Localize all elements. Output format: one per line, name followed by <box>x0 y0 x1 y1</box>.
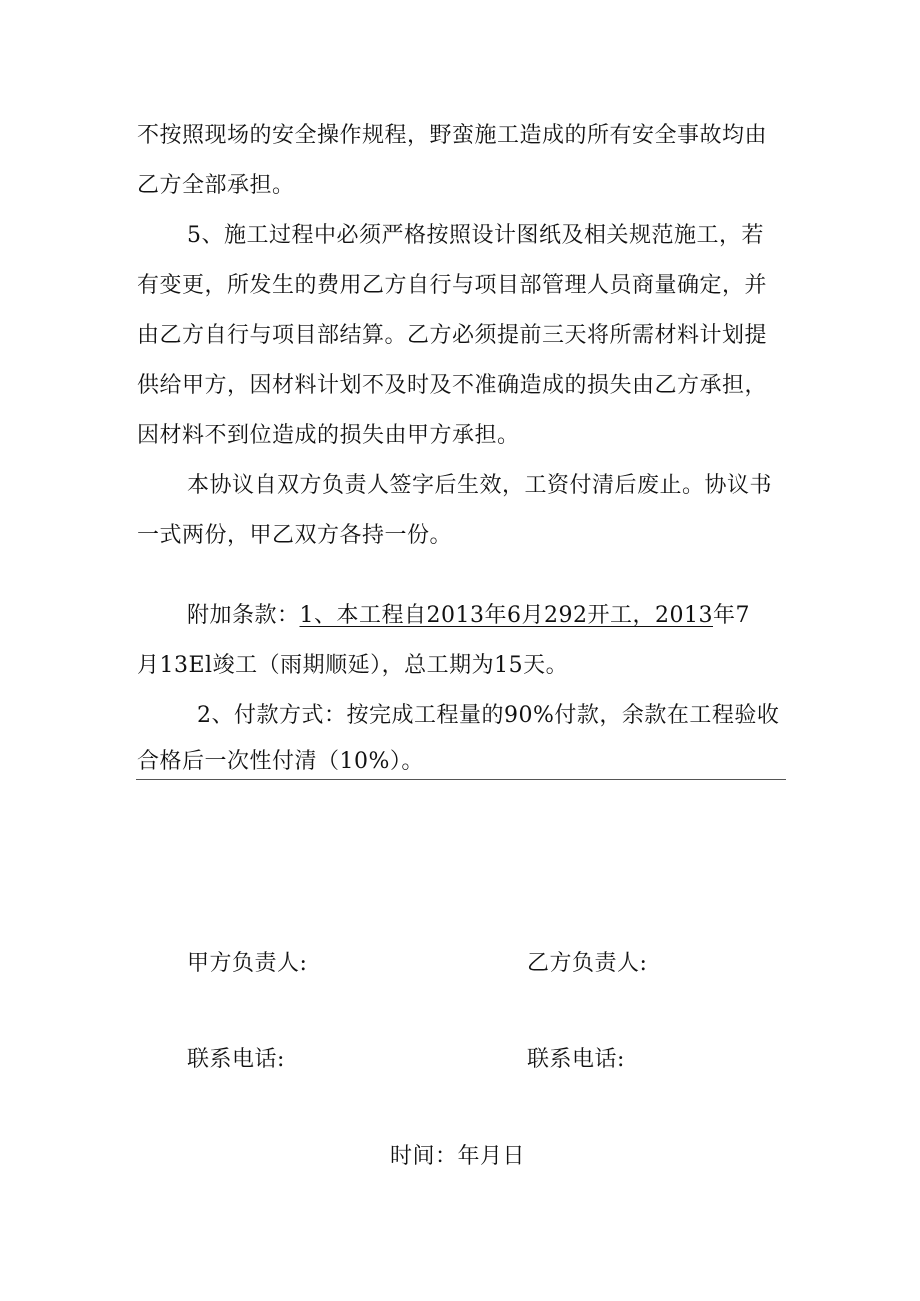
paragraph-line: 5、施工过程中必须严格按照设计图纸及相关规范施工，若 <box>187 223 764 248</box>
party-a-phone-label: 联系电话: <box>187 1047 285 1072</box>
additional-terms-line <box>187 601 750 631</box>
additional-terms-label: 附加条款： <box>187 603 300 628</box>
paragraph-line: 由乙方自行与项目部结算。乙方必须提前三天将所需材料计划提 <box>137 323 768 348</box>
paragraph-line: 本协议自双方负责人签字后生效，工资付清后废止。协议书 <box>187 473 773 498</box>
paragraph-line: 供给甲方，因材料计划不及时及不准确造成的损失由乙方承担， <box>137 373 768 398</box>
divider-rule <box>136 779 786 780</box>
additional-terms-item1-underlined: 1、本工程自2013年6月292开工，2013 <box>299 603 713 628</box>
party-b-phone-label: 联系电话: <box>527 1047 625 1072</box>
paragraph-line: 乙方全部承担。 <box>137 173 295 198</box>
additional-terms-line: 月13El竣工（雨期顺延），总工期为15天。 <box>137 653 569 678</box>
paragraph-line: 因材料不到位造成的损失由甲方承担。 <box>137 423 520 448</box>
paragraph-line: 有变更，所发生的费用乙方自行与项目部管理人员商量确定，并 <box>137 273 768 298</box>
paragraph-line: 不按照现场的安全操作规程，野蛮施工造成的所有安全事故均由 <box>137 123 768 148</box>
additional-terms-item1-rest: 年7 <box>712 603 750 628</box>
paragraph-line: 一式两份，甲乙双方各持一份。 <box>137 523 453 548</box>
date-label: 时间：年月日 <box>390 1144 526 1169</box>
additional-terms-line: 2、付款方式：按完成工程量的90%付款，余款在工程验收 <box>197 703 780 728</box>
party-b-signature-label: 乙方负责人: <box>527 951 648 976</box>
additional-terms-line: 合格后一次性付清（10%）。 <box>137 749 424 774</box>
party-a-signature-label: 甲方负责人: <box>187 951 308 976</box>
